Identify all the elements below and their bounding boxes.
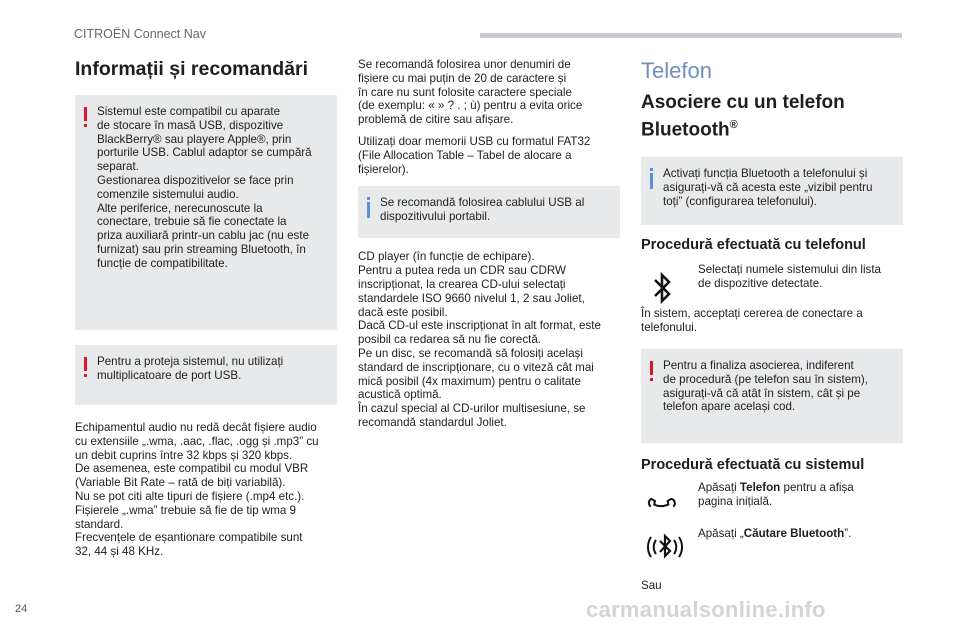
- info-text-usb-cable: Se recomandă folosirea cablului USB al dispozitivului portabil.: [380, 196, 585, 224]
- step3-post: ”.: [844, 526, 852, 540]
- heading-proc-sistem: Procedură efectuată cu sistemul: [641, 456, 865, 473]
- column-middle: [358, 58, 620, 430]
- step3-pre: Apăsați „: [698, 526, 744, 540]
- warning-icon: [84, 107, 87, 121]
- heading-proc-telefon: Procedură efectuată cu telefonul: [641, 237, 866, 254]
- warning-text-compatibility: Sistemul este compatibil cu aparate de stocare în masă USB, dispozitive BlackBerry® sau playere Apple®, prin porturile USB. Cablul adaptor se cumpără separat. Gestionarea dispozitivelor se face prin comenzile sistemului audio. Alte periferice, nerecunoscute la conectare, trebuie să fie conectate la priza auxiliară printr-un cablu jac (nu este furnizat) sau prin streaming Bluetooth, în funcție de compatibilitate.: [97, 105, 312, 270]
- bluetooth-search-icon: [643, 525, 687, 569]
- phone-icon: [646, 485, 678, 517]
- step-text-select-system: Selectați numele sistemului din lista de dispozitive detectate.: [698, 263, 882, 291]
- page-number: 24: [15, 603, 28, 615]
- warning-box-code: [641, 349, 903, 443]
- subheading-line2: Bluetooth: [641, 119, 730, 141]
- step2-post: pentru a afișa pagina inițială.: [698, 480, 854, 508]
- info-text-bluetooth: Activați funcția Bluetooth a telefonului și asigurați-vă că acesta este „vizibil pentru toți” (configurarea telefonului).: [663, 167, 873, 208]
- column-left: [75, 58, 337, 559]
- step-text-cautare: [698, 525, 903, 541]
- text-sau: Sau: [641, 578, 662, 592]
- step-select-system: [641, 263, 903, 297]
- info-box-usb-cable: [358, 186, 620, 238]
- step-text-press-telefon: [698, 481, 903, 509]
- subheading-asociere: [641, 92, 903, 141]
- step2-bold: Telefon: [739, 480, 781, 494]
- column-right: [641, 58, 903, 593]
- registered-mark: ®: [729, 119, 738, 131]
- section-title-telefon: Telefon: [641, 58, 712, 83]
- warning-text-code: Pentru a finaliza asocierea, indiferent de procedură (pe telefon sau în sistem), asigurați-vă că atât în sistem, cât și pe telefon apare același cod.: [663, 358, 868, 414]
- warning-text-usb: Pentru a proteja sistemul, nu utilizați multiplicatoare de port USB.: [97, 355, 284, 382]
- step3-bold: Căutare Bluetooth: [743, 526, 845, 540]
- paragraph-accept-request: În sistem, acceptați cererea de conectare a telefonului.: [641, 307, 863, 335]
- info-box-bluetooth: [641, 157, 903, 225]
- step-cautare-bluetooth: [641, 525, 903, 575]
- warning-box-compatibility: [75, 95, 337, 330]
- warning-box-usb: [75, 345, 337, 405]
- header-rule: [480, 33, 902, 38]
- warning-icon: [650, 361, 653, 375]
- page-header-title: CITROËN Connect Nav: [74, 27, 206, 41]
- paragraph-audio-formats: Echipamentul audio nu redă decât fișiere audio cu extensiile „.wma, .aac, .flac, .ogg și .mp3” cu un debit cuprins între 32 kbps și 320 kbps. De asemenea, este compatibil cu modul VBR (Variable Bit Rate – rată de biți variabilă). Nu se pot citi alte tipuri de fișiere (.mp4 etc.). Fișierele „.wma” trebuie să fie de tip wma 9 standard. Frecvențele de eșantionare compatibile sunt 32, 44 și 48 KHz.: [75, 421, 319, 559]
- info-icon: [650, 173, 653, 189]
- paragraph-cd-player: CD player (în funcție de echipare). Pentru a putea reda un CDR sau CDRW inscripționat, la crearea CD-ului selectați standardele ISO 9660 nivelul 1, 2 sau Joliet, dacă este posibil. Dacă CD-ul este inscripționat în alt format, este posibil ca redarea să nu fie corectă. Pe un disc, se recomandă să folosiți același standard de inscripționare, cu o viteză cât mai mică posibil (4x maximum) pentru o calitate acustică optimă. În cazul special al CD-urilor multisesiune, se recomandă standardul Joliet.: [358, 250, 601, 429]
- watermark: carmanualsonline.info: [586, 597, 826, 622]
- step-press-telefon: [641, 481, 903, 517]
- warning-icon: [84, 357, 87, 371]
- paragraph-filenames: Se recomandă folosirea unor denumiri de fișiere cu mai puțin de 20 de caractere și în care nu sunt folosite caractere speciale (de exemplu: « » ? . ; ù) pentru a evita orice problemă de citire sau afișare.: [358, 58, 583, 127]
- step2-pre: Apăsați: [698, 480, 740, 494]
- subheading-line1: Asociere cu un telefon: [641, 92, 845, 113]
- heading-informatii: Informații și recomandări: [75, 58, 308, 80]
- info-icon: [367, 202, 370, 218]
- paragraph-fat32: Utilizați doar memorii USB cu formatul FAT32 (File Allocation Table – Tabel de alocare a fișierelor).: [358, 134, 591, 176]
- bluetooth-icon: [649, 271, 675, 305]
